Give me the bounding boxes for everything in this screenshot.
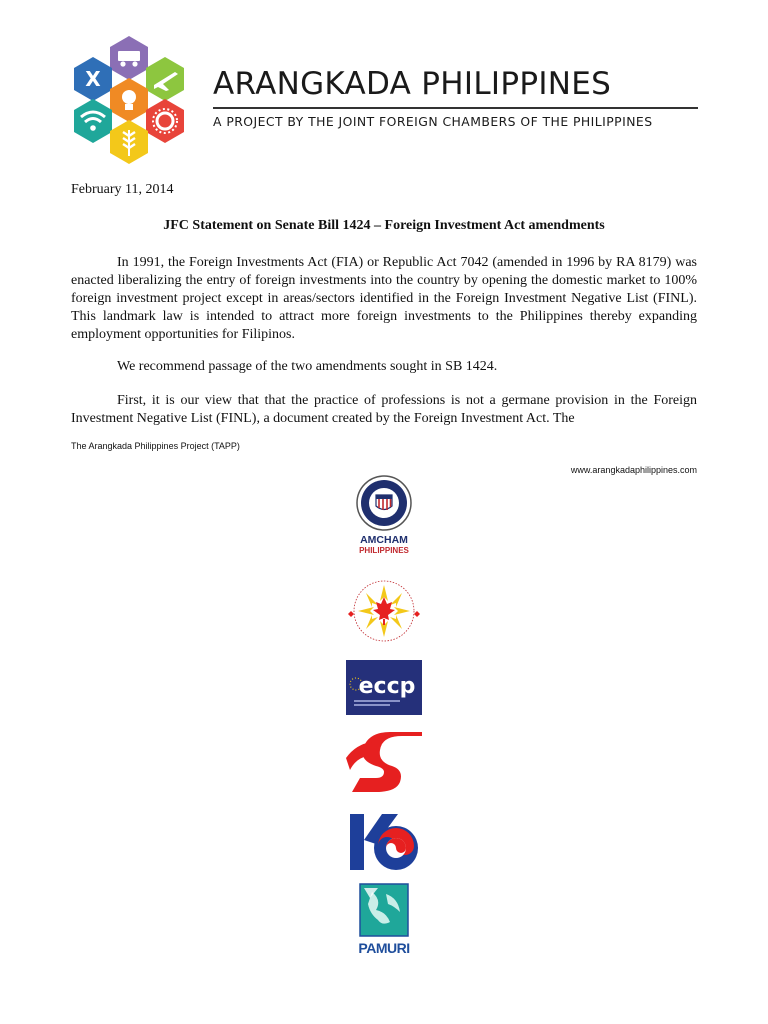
pamuri-label: PAMURI xyxy=(358,940,410,956)
amcham-country-label: PHILIPPINES xyxy=(359,546,409,555)
wifi-hex xyxy=(74,99,112,143)
canadian-chamber-logo xyxy=(342,575,426,647)
pamuri-logo xyxy=(342,882,426,958)
svg-text:X: X xyxy=(85,67,101,91)
sun-hex xyxy=(146,99,184,143)
eccp-label: eccp xyxy=(358,674,416,699)
brand-title: ARANGKADA PHILIPPINES xyxy=(213,66,612,102)
brand-subtitle: A PROJECT BY THE JOINT FOREIGN CHAMBERS OF THE PHILIPPINES xyxy=(213,114,653,129)
brand-divider xyxy=(213,107,698,109)
paragraph-2: We recommend passage of the two amendments sought in SB 1424. xyxy=(117,359,498,374)
amcham-label: AMCHAM xyxy=(360,534,408,546)
jccipi-logo xyxy=(342,730,426,798)
kcci-logo xyxy=(342,810,426,874)
eccp-logo xyxy=(342,660,426,715)
amcham-philippines-logo xyxy=(342,475,426,557)
paragraph-1: In 1991, the Foreign Investments Act (FIA) or Republic Act 7042 (amended in 1996 by RA 8179) was enacted liberalizing the entry of foreign investments into the country by opening the domestic market to 100% foreign investment project except in areas/sectors identified in the Foreign Investment Negative List (FINL). This landmark law is intended to attract more foreign investments to the Philippines thereby expanding employment opportunities for Filipinos. xyxy=(71,255,697,342)
footer-website-link[interactable]: www.arangkadaphilippines.com xyxy=(570,465,697,475)
arangkada-hexagon-logo xyxy=(68,34,190,166)
letter-title: JFC Statement on Senate Bill 1424 – Foreign Investment Act amendments xyxy=(163,218,605,233)
paragraph-3: First, it is our view that that the practice of professions is not a germane provision in the Foreign Investment Negative List (FINL), a document created by the Foreign Investment Act. The xyxy=(71,393,697,426)
letter-date: February 11, 2014 xyxy=(71,182,174,197)
footer-project-name: The Arangkada Philippines Project (TAPP) xyxy=(71,441,240,451)
